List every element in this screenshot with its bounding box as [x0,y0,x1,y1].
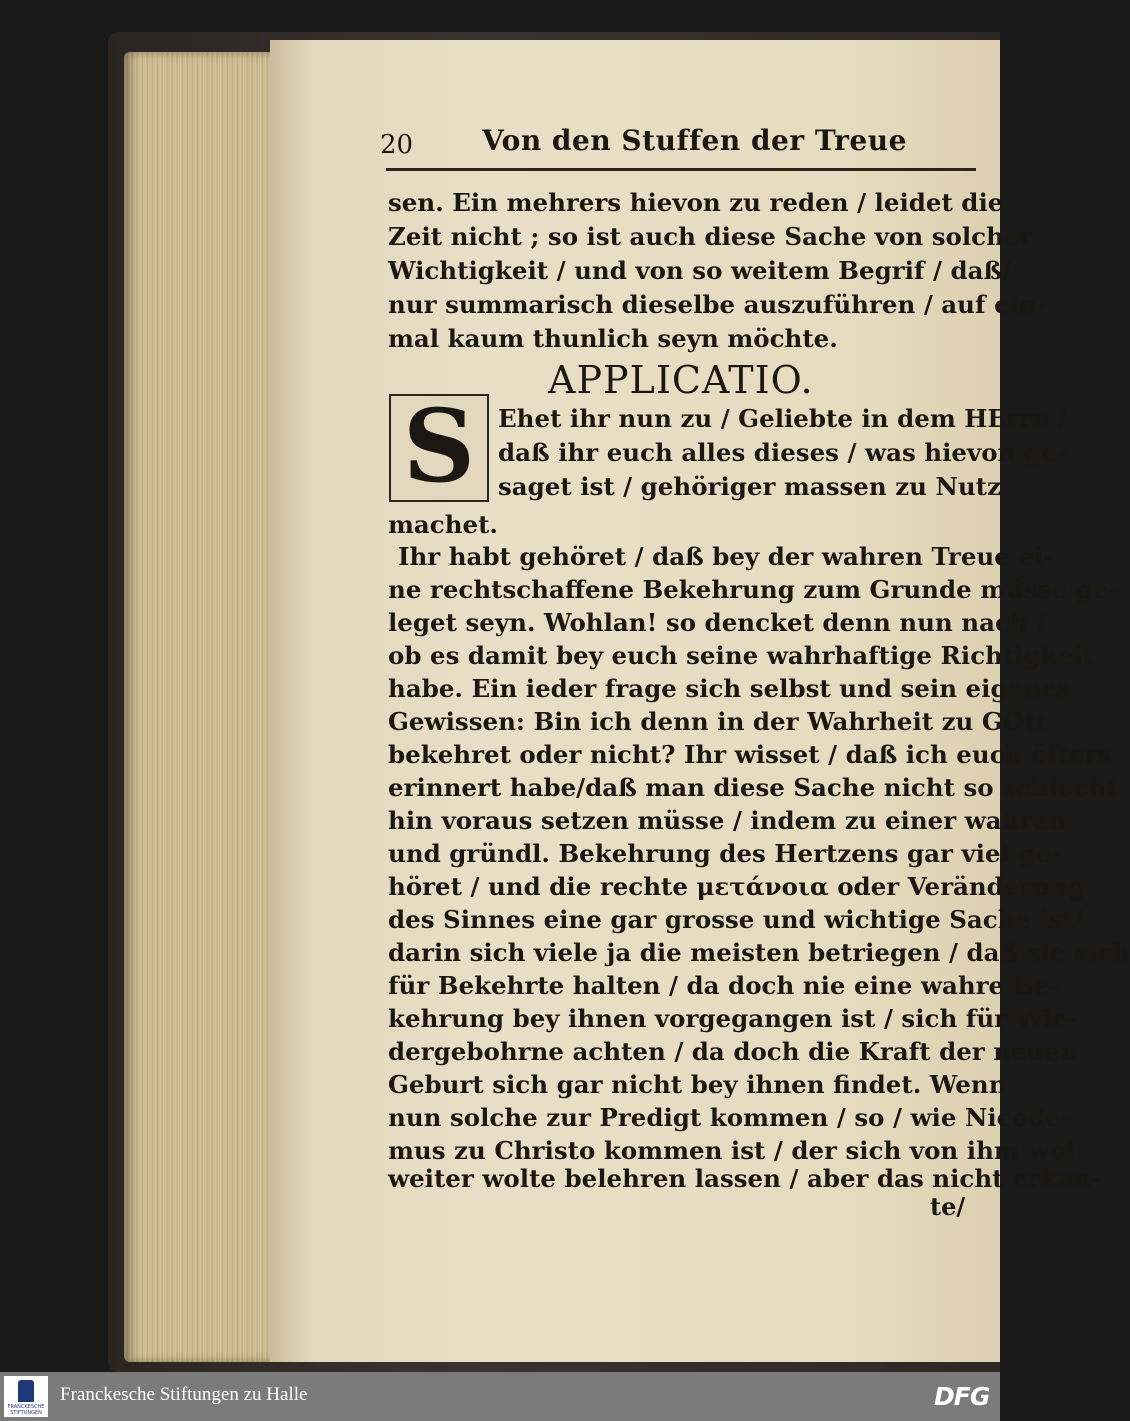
text-line: bekehret oder nicht? Ihr wisset / daß ich euch öfters [388,740,1112,769]
text-line: Ihr habt gehöret / daß bey der wahren Treue ei- [398,542,1054,571]
text-line: erinnert habe/daß man diese Sache nicht so schlecht [388,773,1118,802]
dfg-logo[interactable]: DFG [934,1382,990,1411]
footer-bar [0,1372,1000,1421]
text-line: mus zu Christo kommen ist / der sich von ihm wol [388,1136,1076,1165]
text-line: höret / und die rechte μετάνοια oder Veränderung [388,872,1086,901]
text-line: sen. Ein mehrers hievon zu reden / leidet die [388,188,1004,217]
text-line: Geburt sich gar nicht bey ihnen findet. Wenn [388,1070,1007,1099]
initial-letter: S [402,387,476,505]
text-line: Ehet ihr nun zu / Geliebte in dem HErrn / [498,404,1068,433]
text-line: nur summarisch dieselbe auszuführen / auf ein- [388,290,1047,319]
text-line: daß ihr euch alles dieses / was hievon ge- [498,438,1067,467]
running-title: Von den Stuffen der Treue [482,124,907,157]
institution-name: Franckesche Stiftungen zu Halle [60,1384,308,1405]
text-line: dergebohrne achten / da doch die Kraft der neuen [388,1037,1078,1066]
header-rule [386,168,976,171]
text-line: nun solche zur Predigt kommen / so / wie Nicode- [388,1103,1071,1132]
text-line: hin voraus setzen müsse / indem zu einer wahren [388,806,1066,835]
text-line: ob es damit bey euch seine wahrhaftige Richtigkeit [388,641,1094,670]
text-line: Wichtigkeit / und von so weitem Begrif / daß/ [388,256,1012,285]
text-line: saget ist / gehöriger massen zu Nutz [498,472,1001,501]
text-line: ne rechtschaffene Bekehrung zum Grunde müsse ge- [388,575,1119,604]
text-line: des Sinnes eine gar grosse und wichtige Sache ist/ [388,905,1083,934]
text-line: und gründl. Bekehrung des Hertzens gar viel ge- [388,839,1062,868]
decorated-initial [389,387,489,505]
page-edges [124,52,294,1362]
catchword: te/ [930,1192,966,1221]
text-line: mal kaum thunlich seyn möchte. [388,324,838,353]
page-number: 20 [380,130,414,160]
text-line: darin sich viele ja die meisten betriegen / daß sie sich [388,938,1130,967]
text-line: Zeit nicht ; so ist auch diese Sache von solcher [388,222,1033,251]
building-icon [18,1380,34,1402]
section-heading: APPLICATIO. [548,358,814,402]
logo-text: STIFTUNGEN [10,1410,42,1416]
text-line: habe. Ein ieder frage sich selbst und sein eigenes [388,674,1071,703]
text-line: weiter wolte belehren lassen / aber das nicht erkan- [388,1164,1102,1193]
text-line: Gewissen: Bin ich denn in der Wahrheit zu GOtt [388,707,1047,736]
institution-logo[interactable] [4,1376,48,1417]
text-line: machet. [388,510,498,539]
text-line: für Bekehrte halten / da doch nie eine wahre Be- [388,971,1060,1000]
text-line: leget seyn. Wohlan! so dencket denn nun nach / [388,608,1046,637]
logo-text: FRANCKESCHE [7,1404,45,1410]
text-line: kehrung bey ihnen vorgegangen ist / sich für Wie- [388,1004,1078,1033]
